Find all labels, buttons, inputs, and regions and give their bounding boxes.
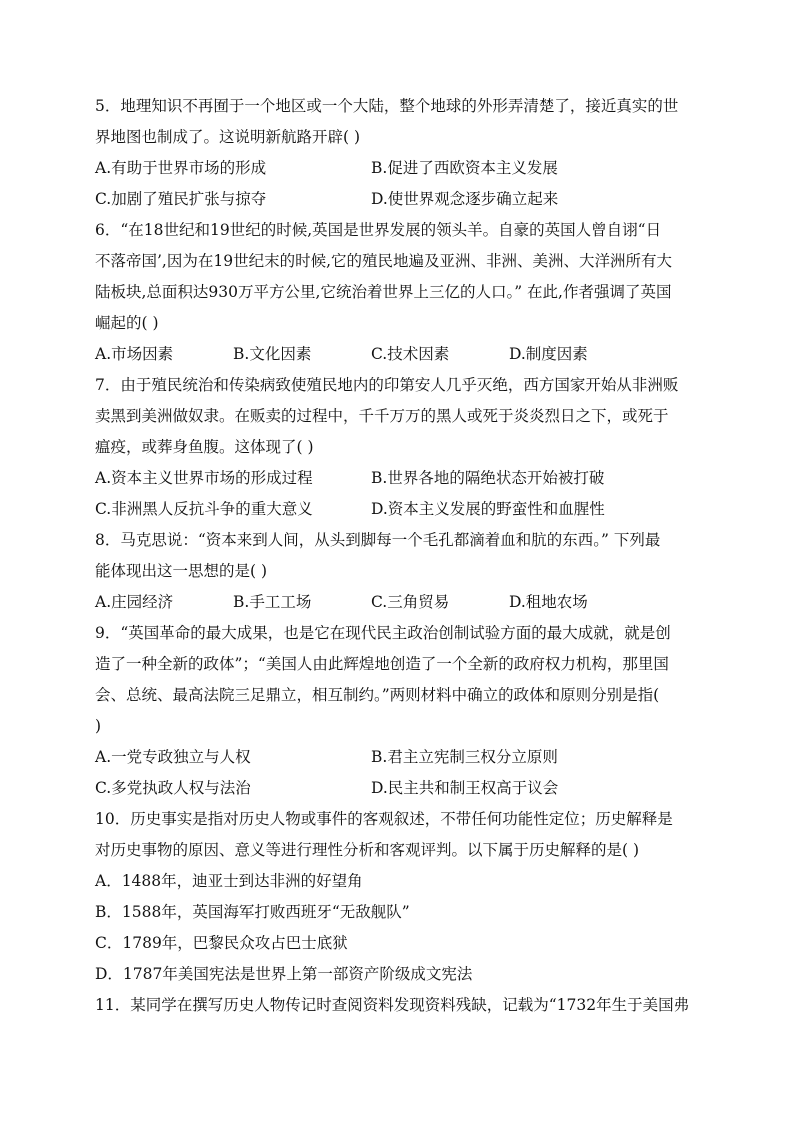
question-6-option-a: A.市场因素 xyxy=(95,345,174,363)
question-7-line-3: 瘟疫，或葬身鱼腹。这体现了( ) xyxy=(95,438,314,456)
question-9-line-2: 造了一种全新的政体”；“美国人由此辉煌地创造了一个全新的政府权力机构，那里国 xyxy=(95,655,669,673)
question-8-option-a: A.庄园经济 xyxy=(95,593,174,611)
question-7-line-2: 卖黑到美洲做奴隶。在贩卖的过程中，千千万万的黑人或死于炎炎烈日之下，或死于 xyxy=(95,407,669,425)
question-7-option-b: B.世界各地的隔绝状态开始被打破 xyxy=(371,469,605,487)
question-5-option-b: B.促进了西欧资本主义发展 xyxy=(371,159,558,177)
question-8-option-b: B.手工工场 xyxy=(233,593,312,611)
question-9-line-3: 会、总统、最高法院三足鼎立，相互制约。”两则材料中确立的政体和原则分别是指( xyxy=(95,686,660,704)
question-10-option-a: A．1488年，迪亚士到达非洲的好望角 xyxy=(95,872,363,890)
question-5-option-d: D.使世界观念逐步确立起来 xyxy=(371,190,559,208)
question-9-option-a: A.一党专政独立与人权 xyxy=(95,748,251,766)
question-5-option-a: A.有助于世界市场的形成 xyxy=(95,159,267,177)
question-6-line-2: 不落帝国’,因为在19世纪末的时候,它的殖民地遍及亚洲、非洲、美洲、大洋洲所有大 xyxy=(95,252,673,270)
question-6-line-1: 6．“在18世纪和19世纪的时候,英国是世界发展的领头羊。自豪的英国人曾自诩“日 xyxy=(95,221,662,239)
question-6-option-d: D.制度因素 xyxy=(509,345,588,363)
question-11-line-1: 11．某同学在撰写历史人物传记时查阅资料发现资料残缺，记载为“1732年生于美国弗 xyxy=(95,996,690,1014)
question-8-option-d: D.租地农场 xyxy=(509,593,588,611)
question-10-option-d: D．1787年美国宪法是世界上第一部资产阶级成文宪法 xyxy=(95,965,473,983)
question-10-line-2: 对历史事物的原因、意义等进行理性分析和客观评判。以下属于历史解释的是( ) xyxy=(95,841,640,859)
question-8-line-2: 能体现出这一思想的是( ) xyxy=(95,562,268,580)
question-9-option-c: C.多党执政人权与法治 xyxy=(95,779,251,797)
question-7-option-c: C.非洲黑人反抗斗争的重大意义 xyxy=(95,500,313,518)
question-5-line-1: 5．地理知识不再囿于一个地区或一个大陆，整个地球的外形弄清楚了，接近真实的世 xyxy=(95,97,679,115)
question-9-option-d: D.民主共和制王权高于议会 xyxy=(371,779,559,797)
question-9-option-b: B.君主立宪制三权分立原则 xyxy=(371,748,558,766)
question-6-option-b: B.文化因素 xyxy=(233,345,312,363)
question-10-option-b: B．1588年，英国海军打败西班牙“无敌舰队” xyxy=(95,903,410,921)
question-10-line-1: 10．历史事实是指对历史人物或事件的客观叙述，不带任何功能性定位；历史解释是 xyxy=(95,810,673,828)
question-6-line-4: 崛起的( ) xyxy=(95,314,159,332)
question-8-option-c: C.三角贸易 xyxy=(371,593,450,611)
question-5-line-2: 界地图也制成了。这说明新航路开辟( ) xyxy=(95,128,361,146)
question-7-line-1: 7．由于殖民统治和传染病致使殖民地内的印第安人几乎灭绝，西方国家开始从非洲贩 xyxy=(95,376,679,394)
question-10-option-c: C．1789年，巴黎民众攻占巴士底狱 xyxy=(95,934,348,952)
question-6-line-3: 陆板块,总面积达930万平方公里,它统治着世界上三亿的人口。” 在此,作者强调了英国 xyxy=(95,283,672,301)
question-8-line-1: 8．马克思说：“资本来到人间，从头到脚每一个毛孔都滴着血和肮的东西。” 下列最 xyxy=(95,531,661,549)
question-7-option-a: A.资本主义世界市场的形成过程 xyxy=(95,469,313,487)
question-5-option-c: C.加剧了殖民扩张与掠夺 xyxy=(95,190,267,208)
question-9-line-1: 9．“英国革命的最大成果，也是它在现代民主政治创制试验方面的最大成就，就是创 xyxy=(95,624,671,642)
question-7-option-d: D.资本主义发展的野蛮性和血腥性 xyxy=(371,500,605,518)
question-6-option-c: C.技术因素 xyxy=(371,345,450,363)
question-9-line-4: ) xyxy=(95,717,102,735)
